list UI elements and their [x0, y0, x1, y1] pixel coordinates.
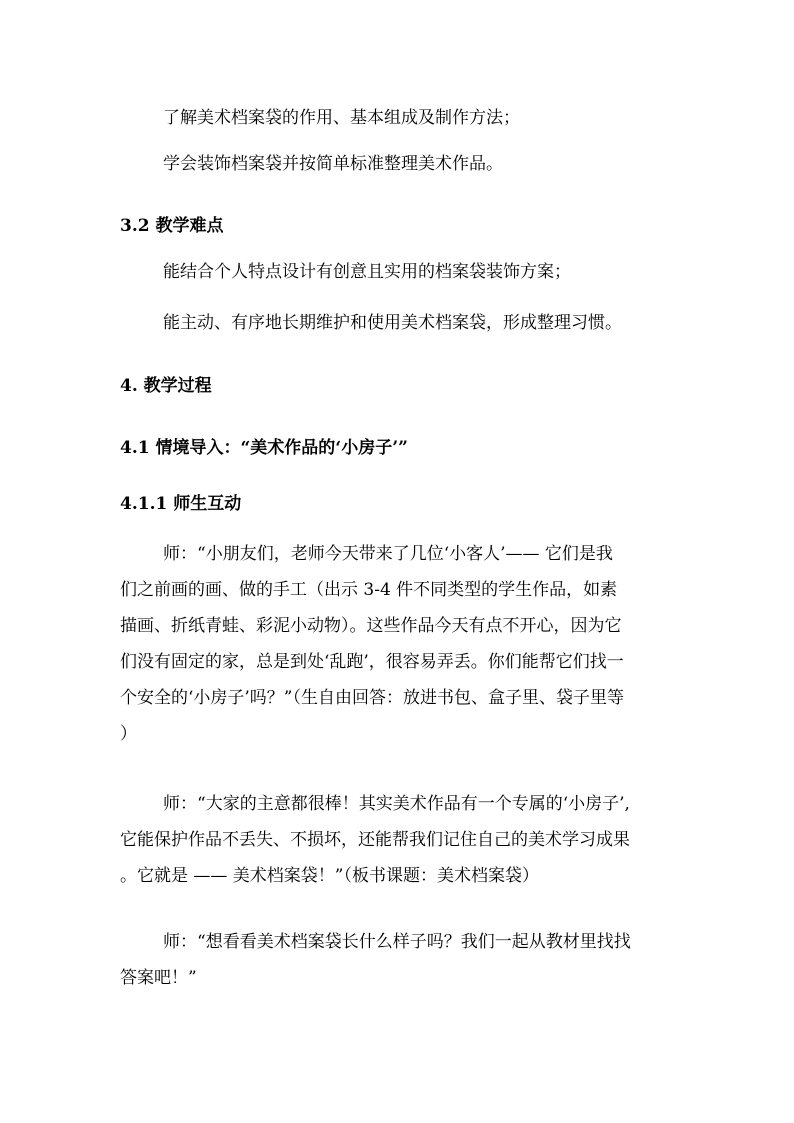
paragraph-line: 个安全的‘小房子’吗？”（生自由回答：放进书包、盒子里、袋子里等 [120, 688, 624, 708]
difficulty-line-2: 能主动、有序地长期维护和使用美术档案袋，形成整理习惯。 [163, 313, 622, 333]
section-4-1-1-heading: 4.1.1 师生互动 [120, 494, 242, 514]
paragraph-line: 答案吧！” [120, 968, 197, 988]
objective-line-2: 学会装饰档案袋并按简单标准整理美术作品。 [163, 154, 503, 174]
section-3-2-heading: 3.2 教学难点 [120, 216, 224, 236]
paragraph-line: 师：“大家的主意都很棒！其实美术作品有一个专属的‘小房子’, [163, 794, 630, 814]
paragraph-line: 师：“想看看美术档案袋长什么样子吗？我们一起从教材里找找 [163, 932, 631, 952]
dialogue-paragraph-2 [120, 786, 680, 894]
paragraph-line: 。它就是 —— 美术档案袋！”（板书课题：美术档案袋） [120, 866, 539, 886]
section-4-1-heading: 4.1 情境导入：“美术作品的‘小房子’” [120, 438, 408, 458]
paragraph-line: ） [120, 724, 137, 744]
paragraph-line: 们没有固定的家，总是到处‘乱跑’，很容易弄丢。你们能帮它们找一 [120, 652, 624, 672]
section-4-heading: 4. 教学过程 [120, 376, 212, 396]
paragraph-line: 描画、折纸青蛙、彩泥小动物）。这些作品今天有点不开心，因为它 [120, 616, 622, 636]
objective-line-1: 了解美术档案袋的作用、基本组成及制作方法； [163, 108, 520, 128]
dialogue-paragraph-1 [120, 536, 680, 752]
paragraph-line: 师：“小朋友们，老师今天带来了几位‘小客人’—— 它们是我 [163, 544, 613, 564]
difficulty-line-1: 能结合个人特点设计有创意且实用的档案袋装饰方案； [163, 262, 571, 282]
dialogue-paragraph-3 [120, 924, 680, 996]
paragraph-line: 它能保护作品不丢失、不损坏，还能帮我们记住自己的美术学习成果 [120, 830, 630, 850]
paragraph-line: 们之前画的画、做的手工（出示 3-4 件不同类型的学生作品，如素 [120, 580, 618, 600]
